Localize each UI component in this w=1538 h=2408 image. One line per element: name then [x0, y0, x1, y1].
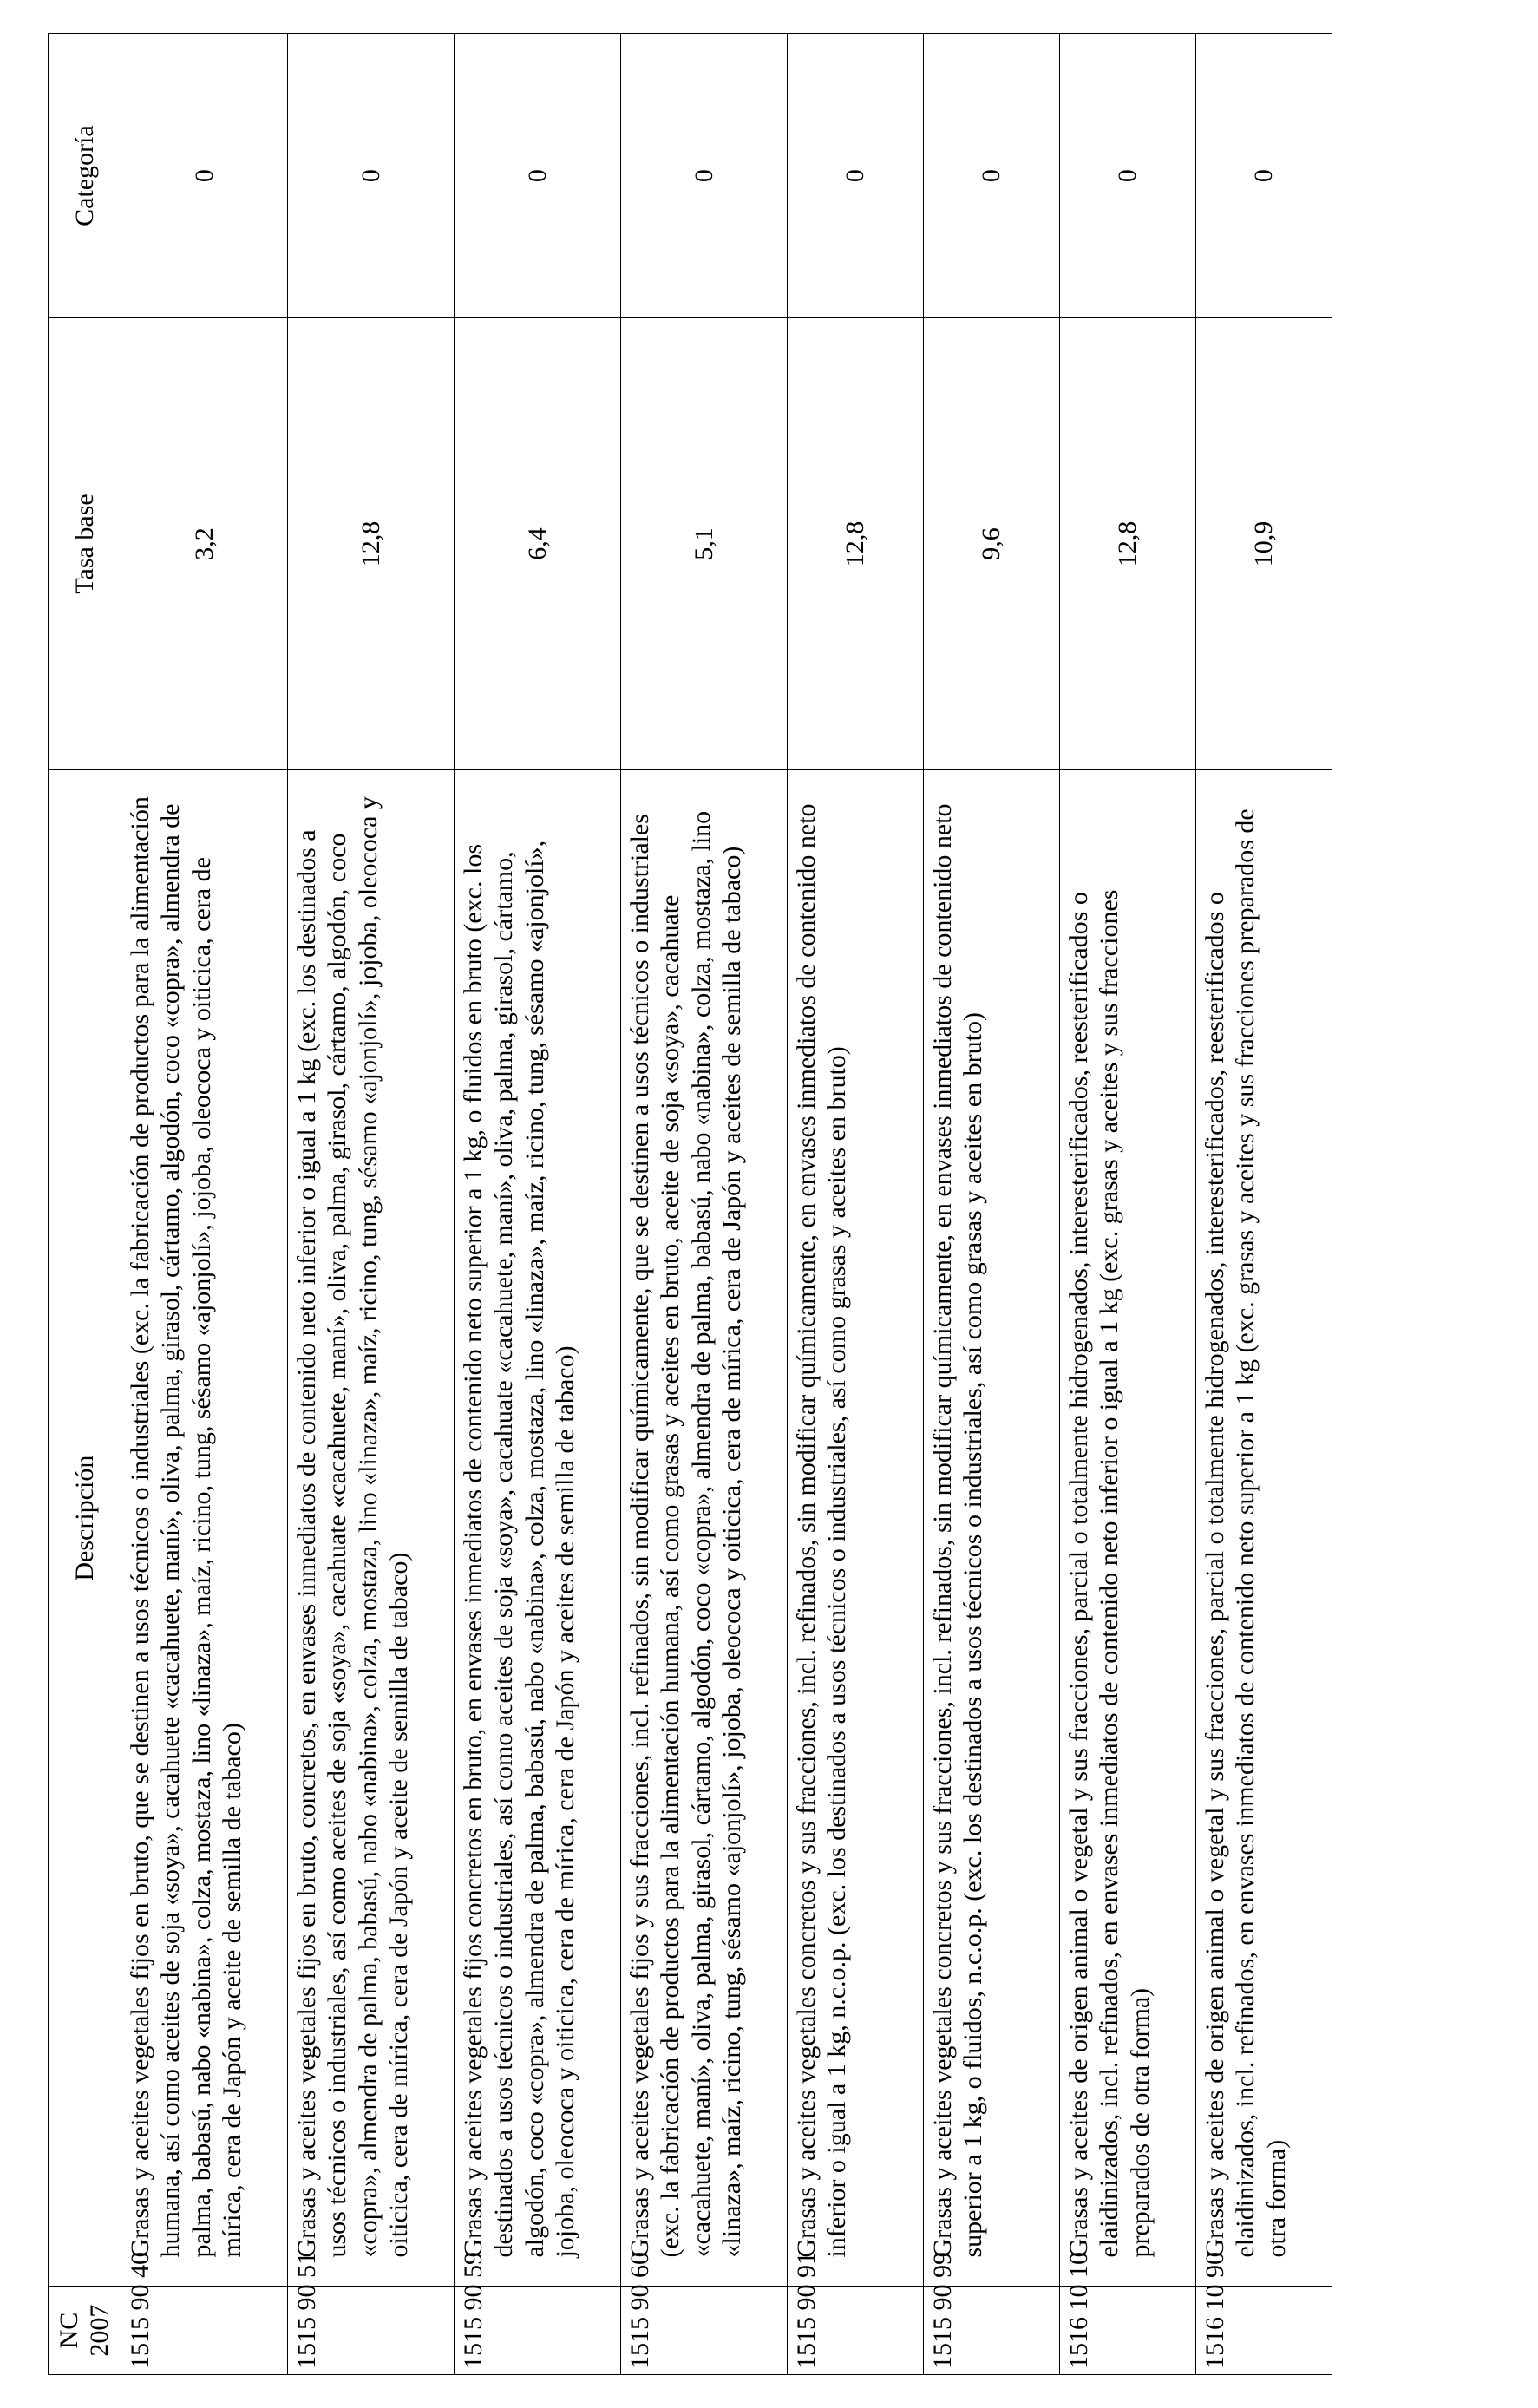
- row-rate: 9,6: [923, 318, 1059, 770]
- row-category: 0: [620, 34, 787, 318]
- row-category: 0: [1059, 34, 1195, 318]
- header-code: NC 2007: [49, 2287, 121, 2375]
- row-code: 1515 90 40: [121, 2287, 287, 2375]
- row-code: 1516 10 10: [1059, 2287, 1195, 2375]
- row-rate: 3,2: [121, 318, 287, 770]
- table-row: [1059, 34, 1195, 2375]
- row-description: Grasas y aceites vegetales concretos y sus fracciones, incl. refinados, sin modificar químicamente, en envases inmediatos de contenido neto inferior o igual a 1 kg, n.c.o.p. (exc. los destinados a usos técnicos o industriales, así como grasas y aceites en bruto): [787, 769, 923, 2267]
- row-description: Grasas y aceites vegetales concretos y sus fracciones, incl. refinados, sin modificar químicamente, en envases inmediatos de contenido neto superior a 1 kg, o fluidos, n.c.o.p. (exc. los destinados a usos técnicos o industriales, así como grasas y aceites en bruto): [923, 769, 1059, 2267]
- row-category: 0: [923, 34, 1059, 318]
- row-category: 0: [454, 34, 620, 318]
- header-category: Categoría: [49, 34, 121, 318]
- row-rate: 5,1: [620, 318, 787, 770]
- table-row: [923, 34, 1059, 2375]
- row-category: 0: [1195, 34, 1332, 318]
- row-code: 1516 10 90: [1195, 2287, 1332, 2375]
- row-description: Grasas y aceites vegetales fijos y sus fracciones, incl. refinados, sin modificar químicamente, que se destinen a usos técnicos o industriales (exc. la fabricación de productos para la alimentación humana, así como grasas y aceites en bruto, aceite de soja «soya», cacahuate «cacahuete, maní», oliva, palma, girasol, cártamo, algodón, coco «copra», almendra de palma, babasú, nabo «nabina», colza, mostaza, lino «linaza», maíz, ricino, tung, sésamo «ajonjolí», jojoba, oleococa y oiticica, cera de mírica, cera de Japón y aceites de semilla de tabaco): [620, 769, 787, 2267]
- header-description: Descripción: [49, 769, 121, 2267]
- row-description: Grasas y aceites vegetales fijos en bruto, que se destinen a usos técnicos o industriales (exc. la fabricación de productos para la alimentación humana, así como aceites de soja «soya», cacahuete «cacahuete, maní», oliva, palma, girasol, cártamo, algodón, coco «copra», almendra de palma, babasú, nabo «nabina», colza, mostaza, lino «linaza», maíz, ricino, tung, sésamo «ajonjolí», jojoba, oleococa y oiticica, cera de mírica, cera de Japón y aceite de semilla de tabaco): [121, 769, 287, 2267]
- row-description: Grasas y aceites de origen animal o vegetal y sus fracciones, parcial o totalmente hidrogenados, interesterificados, reesterificados o elaidinizados, incl. refinados, en envases inmediatos de contenido neto inferior o igual a 1 kg (exc. grasas y aceites y sus fracciones preparados de otra forma): [1059, 769, 1195, 2267]
- row-rate: 6,4: [454, 318, 620, 770]
- table-row: [454, 34, 620, 2375]
- row-description: Grasas y aceites de origen animal o vegetal y sus fracciones, parcial o totalmente hidrogenados, interesterificados, reesterificados o elaidinizados, incl. refinados, en envases inmediatos de contenido neto superior a 1 kg (exc. grasas y aceites y sus fracciones preparados de otra forma): [1195, 769, 1332, 2267]
- table-row: [1195, 34, 1332, 2375]
- header-blank: [49, 2267, 121, 2287]
- row-rate: 12,8: [287, 318, 454, 770]
- table-row: [787, 34, 923, 2375]
- row-rate: 10,9: [1195, 318, 1332, 770]
- tariff-table: [48, 33, 1332, 2375]
- table-row: [121, 34, 287, 2375]
- row-description: Grasas y aceites vegetales fijos concretos en bruto, en envases inmediatos de contenido neto superior a 1 kg, o fluidos en bruto (exc. los destinados a usos técnicos o industriales, así como aceites de soja «soya», cacahuate «cacahuete, maní», oliva, palma, girasol, cártamo, algodón, coco «copra», almendra de palma, babasú, nabo «nabina», colza, mostaza, lino «linaza», maíz, ricino, tung, sésamo «ajonjolí», jojoba, oleococa y oiticica, cera de mírica, cera de Japón y aceites de semilla de tabaco): [454, 769, 620, 2267]
- row-rate: 12,8: [1059, 318, 1195, 770]
- row-category: 0: [287, 34, 454, 318]
- row-code: 1515 90 59: [454, 2287, 620, 2375]
- row-code: 1515 90 60: [620, 2287, 787, 2375]
- table-row: [287, 34, 454, 2375]
- row-code: 1515 90 51: [287, 2287, 454, 2375]
- row-code: 1515 90 91: [787, 2287, 923, 2375]
- row-category: 0: [121, 34, 287, 318]
- row-code: 1515 90 99: [923, 2287, 1059, 2375]
- table-row: [620, 34, 787, 2375]
- row-description: Grasas y aceites vegetales fijos en bruto, concretos, en envases inmediatos de contenido neto inferior o igual a 1 kg (exc. los destinados a usos técnicos o industriales, así como aceites de soja «soya», cacahuate «cacahuete, maní», oliva, palma, girasol, cártamo, algodón, coco «copra», almendra de palma, babasú, nabo «nabina», colza, mostaza, lino «linaza», maíz, ricino, tung, sésamo «ajonjolí», jojoba, oleococa y oiticica, cera de mírica, cera de Japón y aceite de semilla de tabaco): [287, 769, 454, 2267]
- header-row: [49, 34, 121, 2375]
- row-rate: 12,8: [787, 318, 923, 770]
- header-rate: Tasa base: [49, 318, 121, 770]
- row-category: 0: [787, 34, 923, 318]
